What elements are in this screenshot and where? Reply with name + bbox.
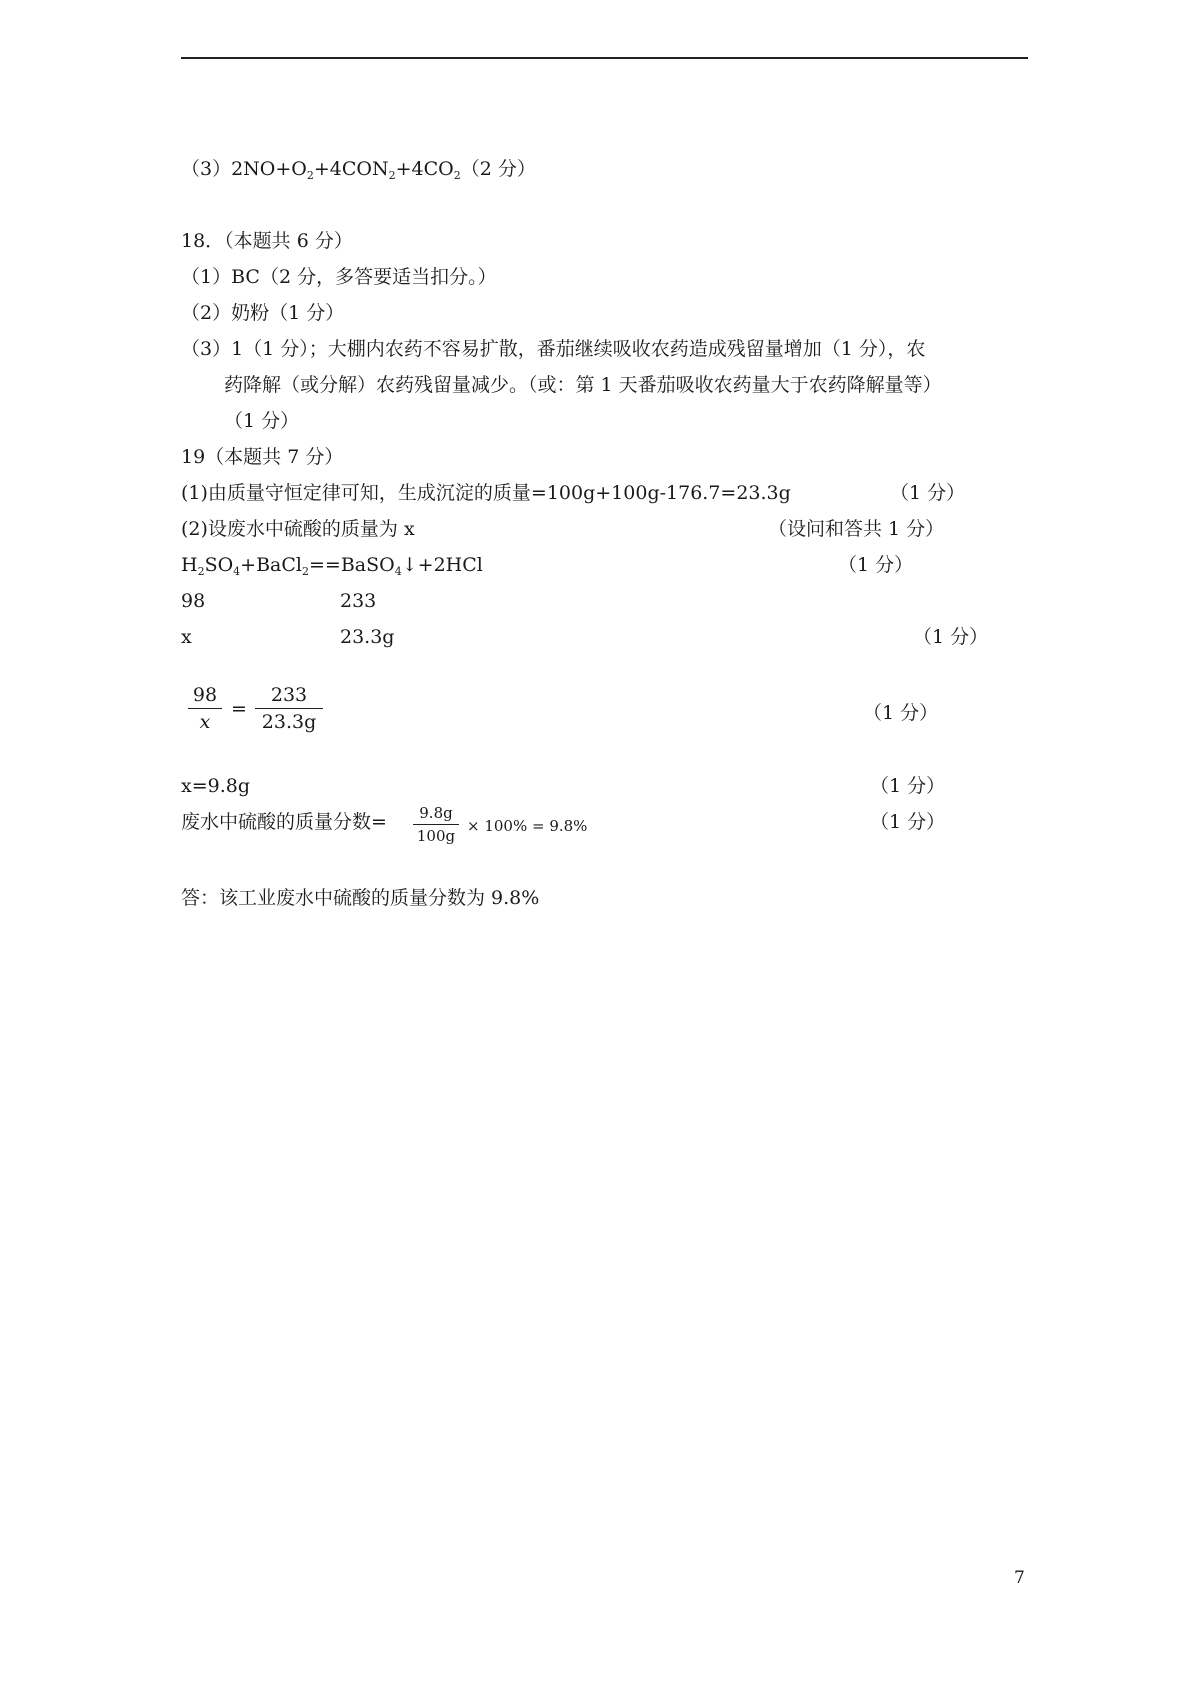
equation-text: H xyxy=(181,554,198,576)
q19-step1: (1)由质量守恒定律可知，生成沉淀的质量=100g+100g-176.7=23.3g xyxy=(181,482,791,504)
q17-part3 xyxy=(181,157,536,188)
q17-part3-text: +4CON xyxy=(313,158,389,180)
q19-result: x=9.8g xyxy=(181,775,251,797)
fraction-numerator: 9.8g xyxy=(413,802,459,825)
equation-text: SO xyxy=(204,554,234,576)
subscript: 4 xyxy=(394,565,402,578)
q19-variable-left: x xyxy=(181,626,192,648)
q17-part3-score: （2 分） xyxy=(460,158,536,180)
subscript: 2 xyxy=(388,169,396,182)
q18-part3-line2: 药降解（或分解）农药残留量减少。（或：第 1 天番茄吸收农药量大于农药降解量等） xyxy=(224,374,942,396)
q19-step2: (2)设废水中硫酸的质量为 x xyxy=(181,518,415,540)
q19-equation-score: （1 分） xyxy=(838,554,914,576)
q19-molar-mass-left: 98 xyxy=(181,590,206,612)
mass-fraction-tail: × 100% = 9.8% xyxy=(467,817,588,835)
q19-fraction-score: （1 分） xyxy=(870,811,946,833)
q18-title: 18．（本题共 6 分） xyxy=(181,230,353,252)
q19-step1-score: （1 分） xyxy=(890,482,966,504)
q18-part2: （2）奶粉（1 分） xyxy=(181,302,345,324)
equation-text: ↓+2HCl xyxy=(401,554,483,576)
q19-variable-right: 23.3g xyxy=(340,626,395,648)
equation-text: +BaCl xyxy=(240,554,302,576)
fraction-denominator: 100g xyxy=(416,827,456,845)
q19-proportion-score: （1 分） xyxy=(863,702,939,724)
proportion-equals: = xyxy=(231,698,247,720)
fraction-numerator: 233 xyxy=(255,682,323,709)
q19-answer: 答：该工业废水中硫酸的质量分数为 9.8% xyxy=(181,887,540,909)
subscript: 2 xyxy=(453,169,461,182)
subscript: 2 xyxy=(306,169,314,182)
q19-result-score: （1 分） xyxy=(870,775,946,797)
fraction-denominator: 23.3g xyxy=(261,711,317,733)
proportion-right-fraction xyxy=(255,682,323,735)
q19-chemical-equation xyxy=(181,553,483,584)
mass-fraction-label: 废水中硫酸的质量分数= xyxy=(181,811,387,833)
subscript: 4 xyxy=(233,565,241,578)
mass-fraction xyxy=(413,802,459,847)
q18-part3-line1: （3）1（1 分）；大棚内农药不容易扩散，番茄继续吸收农药造成残留量增加（1 分），农 xyxy=(181,338,926,360)
q18-part1: （1）BC（2 分，多答要适当扣分。） xyxy=(181,266,497,288)
subscript: 2 xyxy=(302,565,309,578)
q17-part3-text: （3）2NO+O xyxy=(181,158,307,180)
equation-text: ==BaSO xyxy=(309,554,395,576)
fraction-numerator: 98 xyxy=(188,682,222,709)
header-rule xyxy=(181,57,1028,59)
q19-variable-score: （1 分） xyxy=(913,626,989,648)
subscript: 2 xyxy=(197,565,205,578)
q19-title: 19（本题共 7 分） xyxy=(181,446,344,468)
page-number: 7 xyxy=(1014,1568,1025,1588)
q18-part3-line3: （1 分） xyxy=(224,410,300,432)
fraction-denominator: x xyxy=(199,711,211,733)
q19-molar-mass-right: 233 xyxy=(340,590,377,612)
q17-part3-text: +4CO xyxy=(395,158,454,180)
proportion-left-fraction xyxy=(188,682,222,735)
q19-step2-score: （设问和答共 1 分） xyxy=(768,518,945,540)
